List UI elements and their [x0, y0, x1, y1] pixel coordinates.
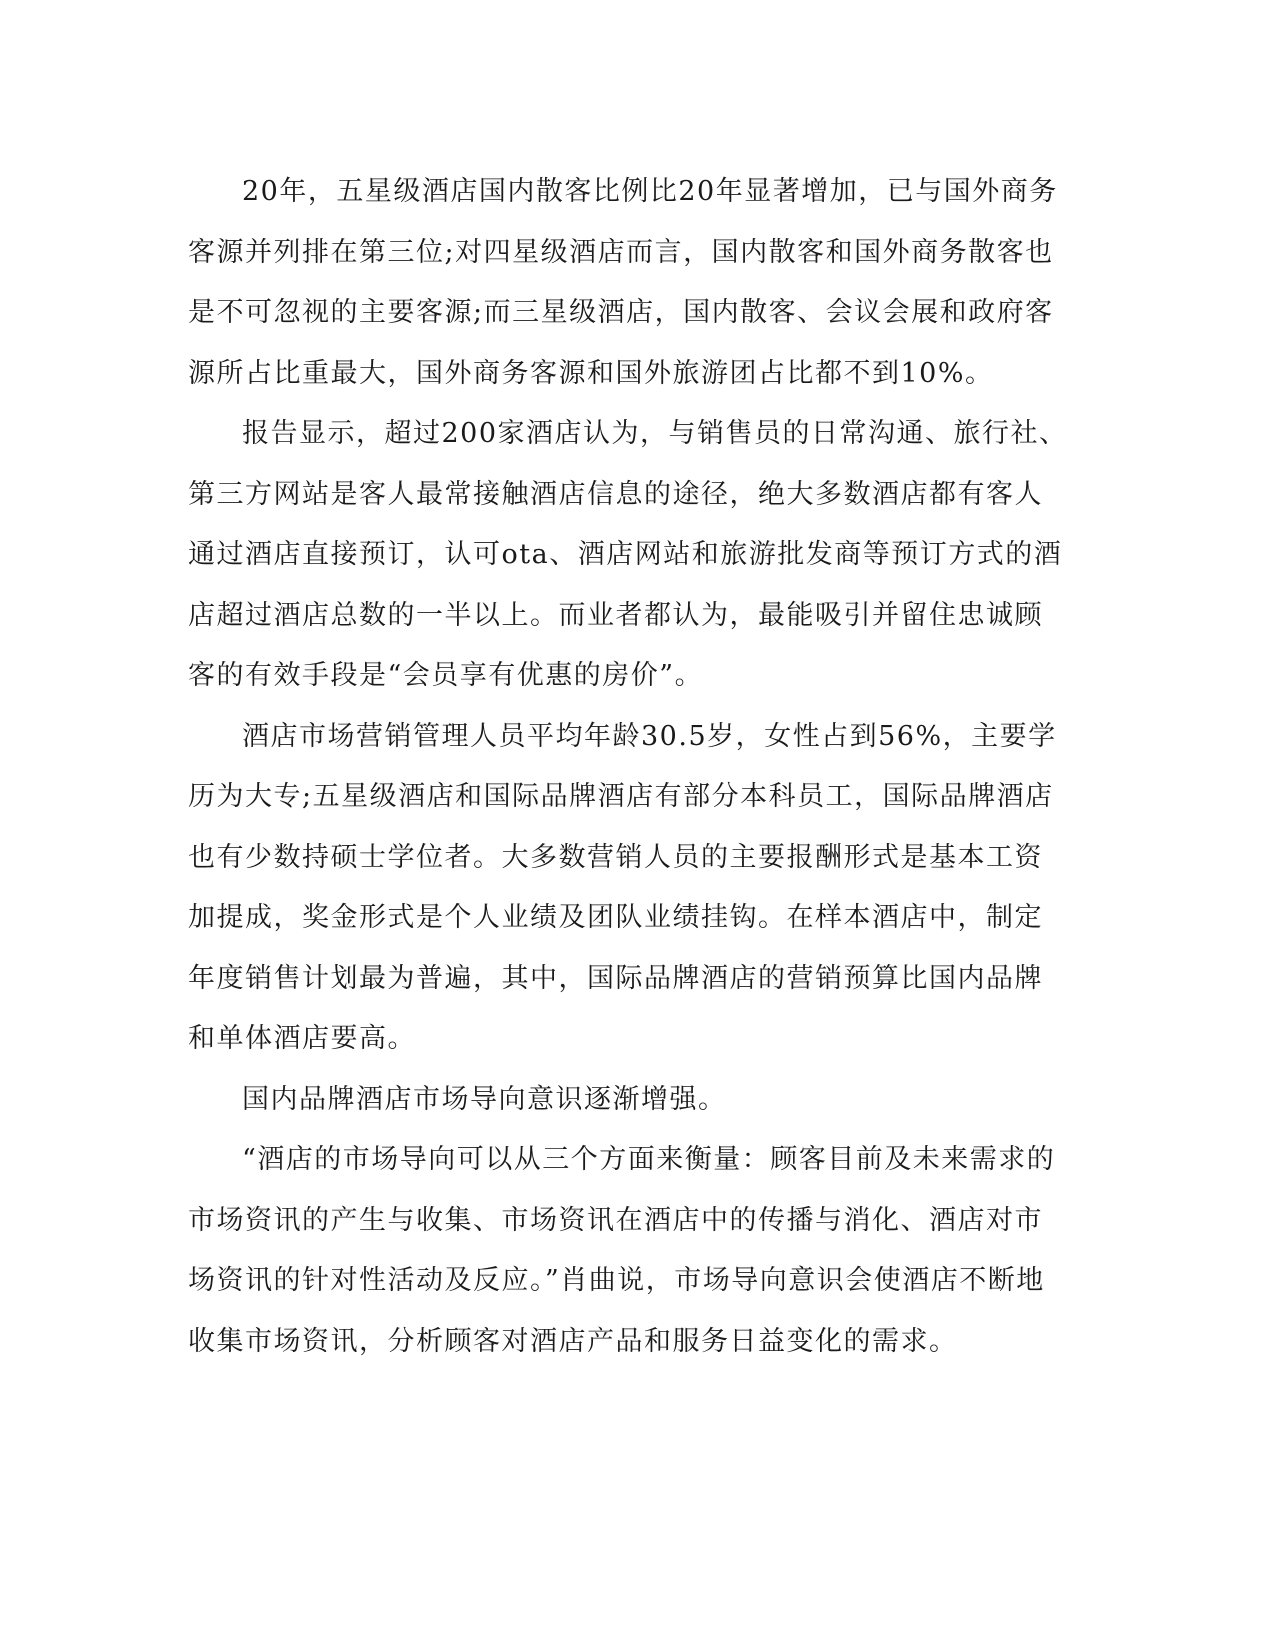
document-body: [188, 162, 1068, 1372]
paragraph-market-orientation-quote: “酒店的市场导向可以从三个方面来衡量：顾客目前及未来需求的市场资讯的产生与收集、市场资讯在酒店中的传播与消化、酒店对市场资讯的针对性活动及反应。”肖曲说，市场导向意识会使酒店不断地收集市场资讯，分析顾客对酒店产品和服务日益变化的需求。: [188, 1144, 1056, 1357]
paragraph-booking-channels: 报告显示，超过200家酒店认为，与销售员的日常沟通、旅行社、第三方网站是客人最常接触酒店信息的途径，绝大多数酒店都有客人通过酒店直接预订，认可ota、酒店网站和旅游批发商等预订方式的酒店超过酒店总数的一半以上。而业者都认为，最能吸引并留住忠诚顾客的有效手段是“会员享有优惠的房价”。: [188, 418, 1068, 691]
paragraph-guest-sources: 20年，五星级酒店国内散客比例比20年显著增加，已与国外商务客源并列排在第三位;对四星级酒店而言，国内散客和国外商务散客也是不可忽视的主要客源;而三星级酒店，国内散客、会议会展和政府客源所占比重最大，国外商务客源和国外旅游团占比都不到10%。: [188, 176, 1058, 389]
paragraph-marketing-staff: 酒店市场营销管理人员平均年龄30.5岁，女性占到56%，主要学历为大专;五星级酒店和国际品牌酒店有部分本科员工，国际品牌酒店也有少数持硕士学位者。大多数营销人员的主要报酬形式是基本工资加提成，奖金形式是个人业绩及团队业绩挂钩。在样本酒店中，制定年度销售计划最为普遍，其中，国际品牌酒店的营销预算比国内品牌和单体酒店要高。: [188, 720, 1057, 1054]
paragraph-market-orientation-heading: 国内品牌酒店市场导向意识逐渐增强。: [242, 1083, 727, 1115]
